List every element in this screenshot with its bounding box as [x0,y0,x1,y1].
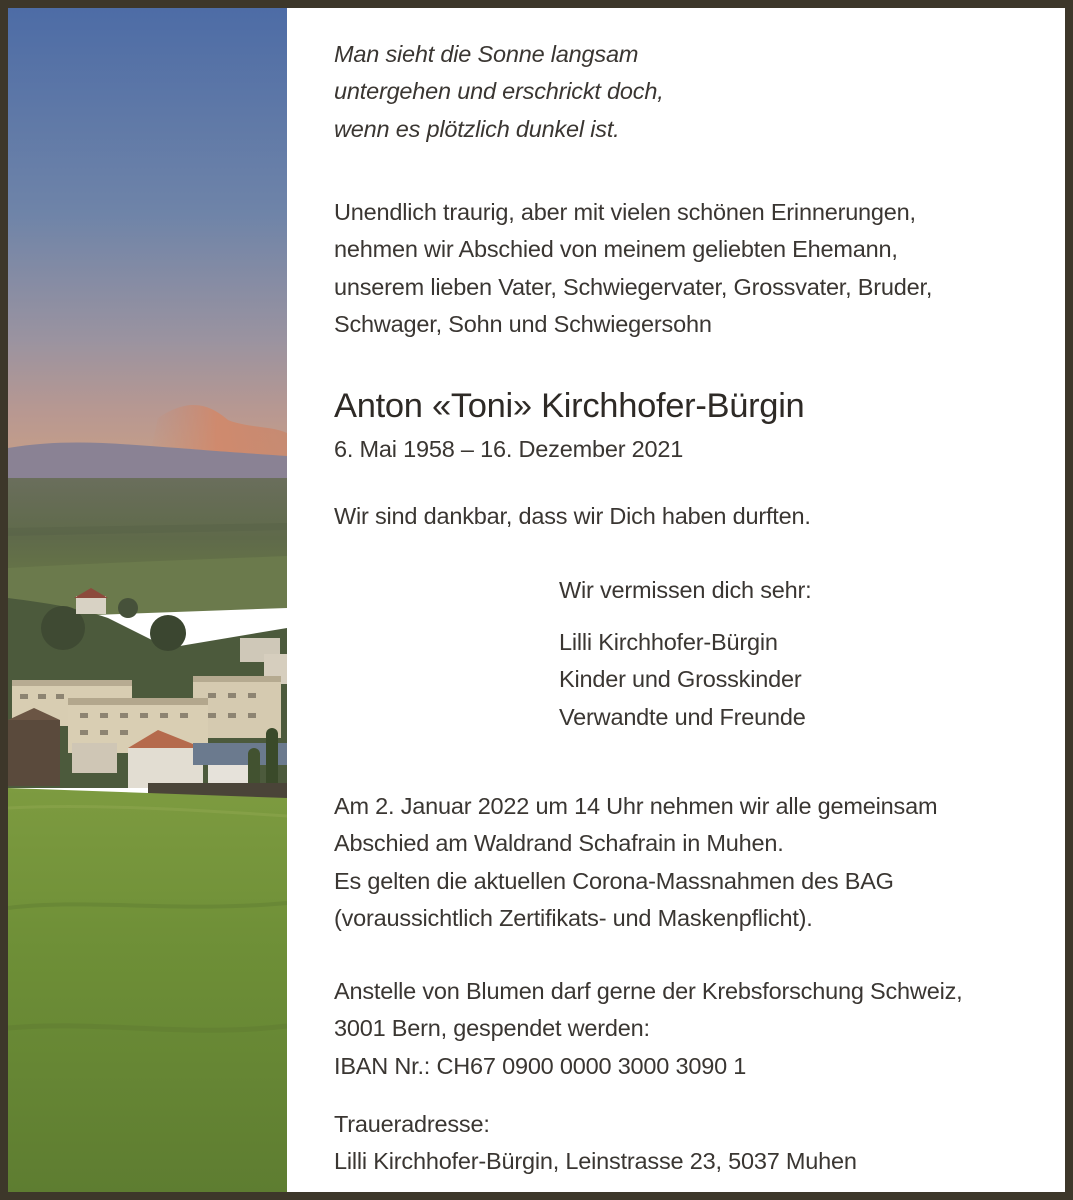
life-dates: 6. Mai 1958 – 16. Dezember 2021 [334,436,684,462]
poem [334,36,664,148]
poem-line: wenn es plötzlich dunkel ist. [334,115,620,142]
gratitude-block [334,498,811,535]
ceremony-line: Es gelten die aktuellen Corona-Massnahmen des BAG [334,867,894,894]
mourner-name: Verwandte und Freunde [559,703,806,730]
mourner-name: Kinder und Grosskinder [559,666,802,693]
mourning-address [334,1106,857,1181]
address-value: Lilli Kirchhofer-Bürgin, Leinstrasse 23, 5037 Muhen [334,1148,857,1175]
intro-line: unserem lieben Vater, Schwiegervater, Grossvater, Bruder, [334,273,933,300]
gratitude-line: Wir sind dankbar, dass wir Dich haben durften. [334,503,811,529]
intro-line: nehmen wir Abschied von meinem geliebten Ehemann, [334,236,898,263]
iban-line: IBAN Nr.: CH67 0900 0000 3000 3090 1 [334,1052,747,1079]
mourners-heading-block [559,572,811,609]
landscape-photo [8,8,287,1192]
address-label: Traueradresse: [334,1111,490,1137]
deceased-dates-block [334,431,683,468]
ceremony-line: Abschied am Waldrand Schafrain in Muhen. [334,830,784,857]
mourners-heading: Wir vermissen dich sehr: [559,577,812,603]
donation-line: 3001 Bern, gespendet werden: [334,1015,650,1042]
poem-line: untergehen und erschrickt doch, [334,78,664,105]
intro-line: Unendlich traurig, aber mit vielen schönen Erinnerungen, [334,199,916,225]
ceremony-line: (voraussichtlich Zertifikats- und Maskenpflicht). [334,904,813,931]
poem-line: Man sieht die Sonne langsam [334,41,639,67]
notice-text-area [287,8,1065,1192]
ceremony-paragraph [334,788,937,937]
ceremony-line: Am 2. Januar 2022 um 14 Uhr nehmen wir alle gemeinsam [334,793,938,819]
donation-line: Anstelle von Blumen darf gerne der Krebsforschung Schweiz, [334,978,963,1004]
deceased-name: Anton «Toni» Kirchhofer-Bürgin [334,387,805,425]
donation-paragraph [334,973,962,1085]
intro-line: Schwager, Sohn und Schwiegersohn [334,310,712,337]
intro-paragraph [334,194,932,343]
mourners-list [559,624,806,736]
landscape-photo-illustration [8,8,287,1192]
mourner-name: Lilli Kirchhofer-Bürgin [559,629,778,655]
deceased-name-block [334,386,804,426]
